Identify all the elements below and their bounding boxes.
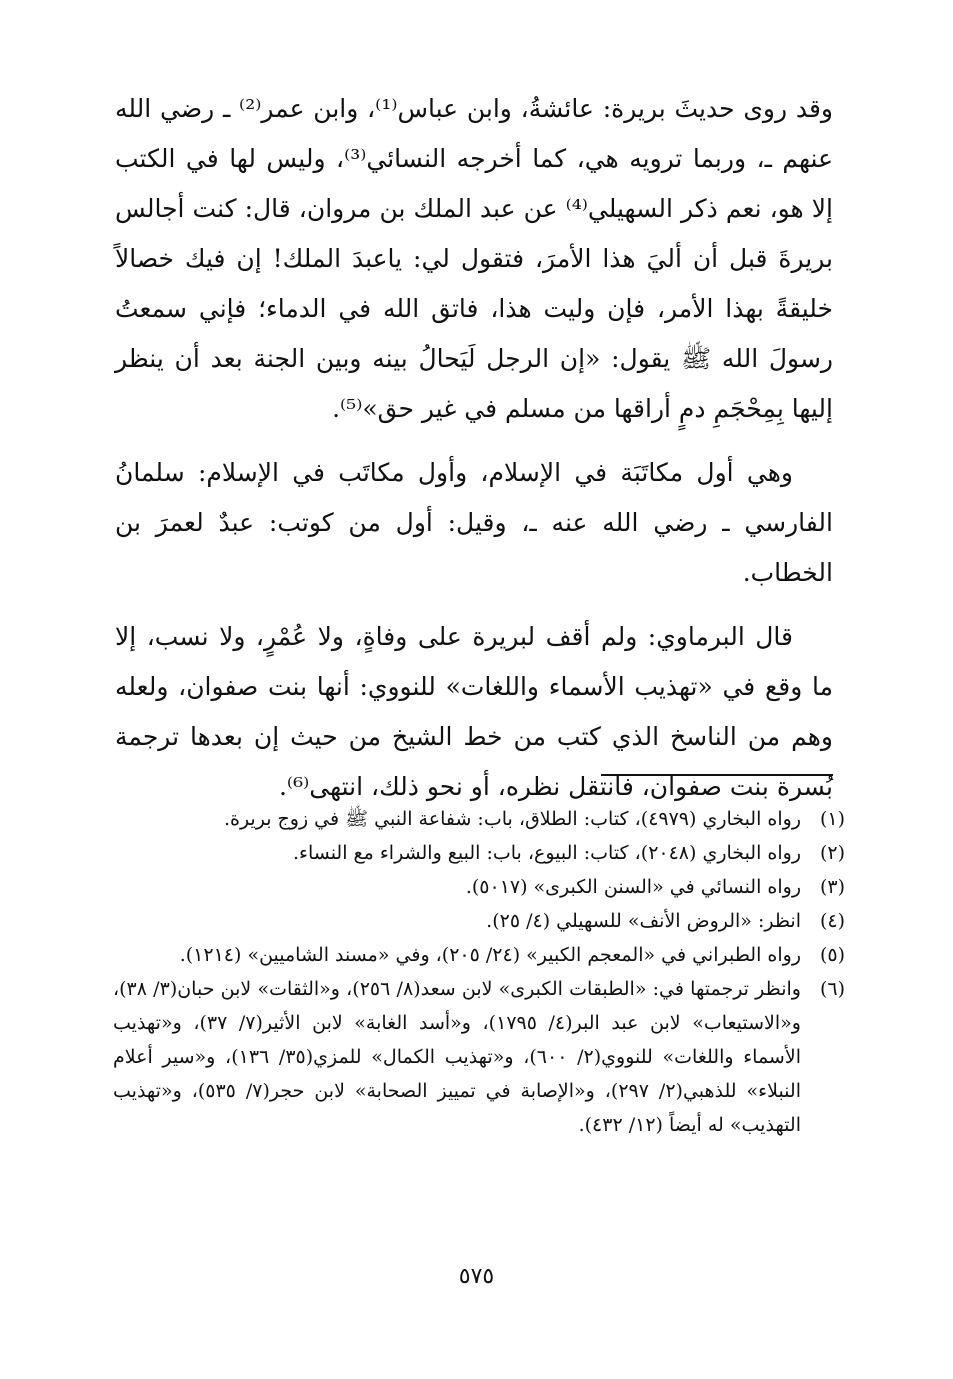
main-text [115,84,833,826]
footnote-3 [113,870,845,904]
footnote-number: (٦) [819,978,845,1000]
footnote-number: (١) [819,808,845,830]
footnote-text: رواه البخاري (٤٩٧٩)، كتاب: الطلاق، باب: شفاعة النبي ﷺ في زوج بريرة. [223,808,801,830]
footnote-text: رواه الطبراني في «المعجم الكبير» (٢٤/ ٢٠٥)، وفي «مسند الشاميين» (١٢١٤). [179,944,801,966]
footnote-number: (٢) [819,842,845,864]
footnote-text: انظر: «الروض الأنف» للسهيلي (٤/ ٢٥). [486,910,801,932]
footnote-text: وانظر ترجمتها في: «الطبقات الكبرى» لابن سعد(٨/ ٢٥٦)، و«الثقات» لابن حبان(٣/ ٣٨)، و«الاستيعاب» لابن عبد البر(٤/ ١٧٩٥)، و«أسد الغابة» لابن الأثير(٧/ ٣٧)، و«تهذيب الأسماء واللغات» للنووي(٢/ ٦٠٠)، و«تهذيب الكمال» للمزي(٣٥/ ١٣٦)، و«سير أعلام النبلاء» للذهبي(٢/ ٢٩٧)، و«الإصابة في تمييز الصحابة» لابن حجر(٧/ ٥٣٥)، و«تهذيب التهذيب» له أيضاً (١٢/ ٤٣٢). [113,978,801,1136]
footnote-text: رواه النسائي في «السنن الكبرى» (٥٠١٧). [465,876,801,898]
footnote-divider [601,774,833,776]
footnote-number: (٤) [819,910,845,932]
footnote-number: (٣) [819,876,845,898]
footnote-1 [113,802,845,836]
footnote-number: (٥) [819,944,845,966]
paragraph-2: وهي أول مكاتَبَة في الإسلام، وأول مكاتَب في الإسلام: سلمانُ الفارسي ـ رضي الله عنه ـ، وقيل: أول من كوتب: عبدٌ لعمرَ بن الخطاب. [115,458,833,587]
footnote-5 [113,938,845,972]
paragraph-3: قال البرماوي: ولم أقف لبريرة على وفاةٍ، ولا عُمْرٍ، ولا نسب، إلا ما وقع في «تهذيب الأسماء واللغات» للنووي: أنها بنت صفوان، ولعله وهم من الناسخ الذي كتب من خط الشيخ من حيث إن بعدها ترجمة بُسرة بنت صفوان، فانتقل نظره، أو نحو ذلك، انتهى⁽⁶⁾. [115,622,833,801]
page-number: ٥٧٥ [458,1264,495,1289]
footnote-text: رواه البخاري (٢٠٤٨)، كتاب: البيوع، باب: البيع والشراء مع النساء. [292,842,801,864]
paragraph-1: وقد روى حديثَ بريرة: عائشةُ، وابن عباس⁽¹⁾، وابن عمر⁽²⁾ ـ رضي الله عنهم ـ، وربما ترويه هي، كما أخرجه النسائي⁽³⁾، وليس لها في الكتب إلا هو، نعم ذكر السهيلي⁽⁴⁾ عن عبد الملك بن مروان، قال: كنت أجالس بريرةَ قبل أن أليَ هذا الأمرَ، فتقول لي: ياعبدَ الملك! إن فيك خصالاً خليقةً بهذا الأمر، فإن وليت هذا، فاتق الله في الدماء؛ فإني سمعتُ رسولَ الله ﷺ يقول: «إن الرجل لَيَحالُ بينه وبين الجنة بعد أن ينظر إليها بِمِحْجَمِ دمٍ أراقها من مسلم في غير حق»⁽⁵⁾. [115,94,833,423]
footnote-2 [113,836,845,870]
footnote-4 [113,904,845,938]
footnotes [113,802,845,1142]
footnote-6 [113,972,845,1142]
